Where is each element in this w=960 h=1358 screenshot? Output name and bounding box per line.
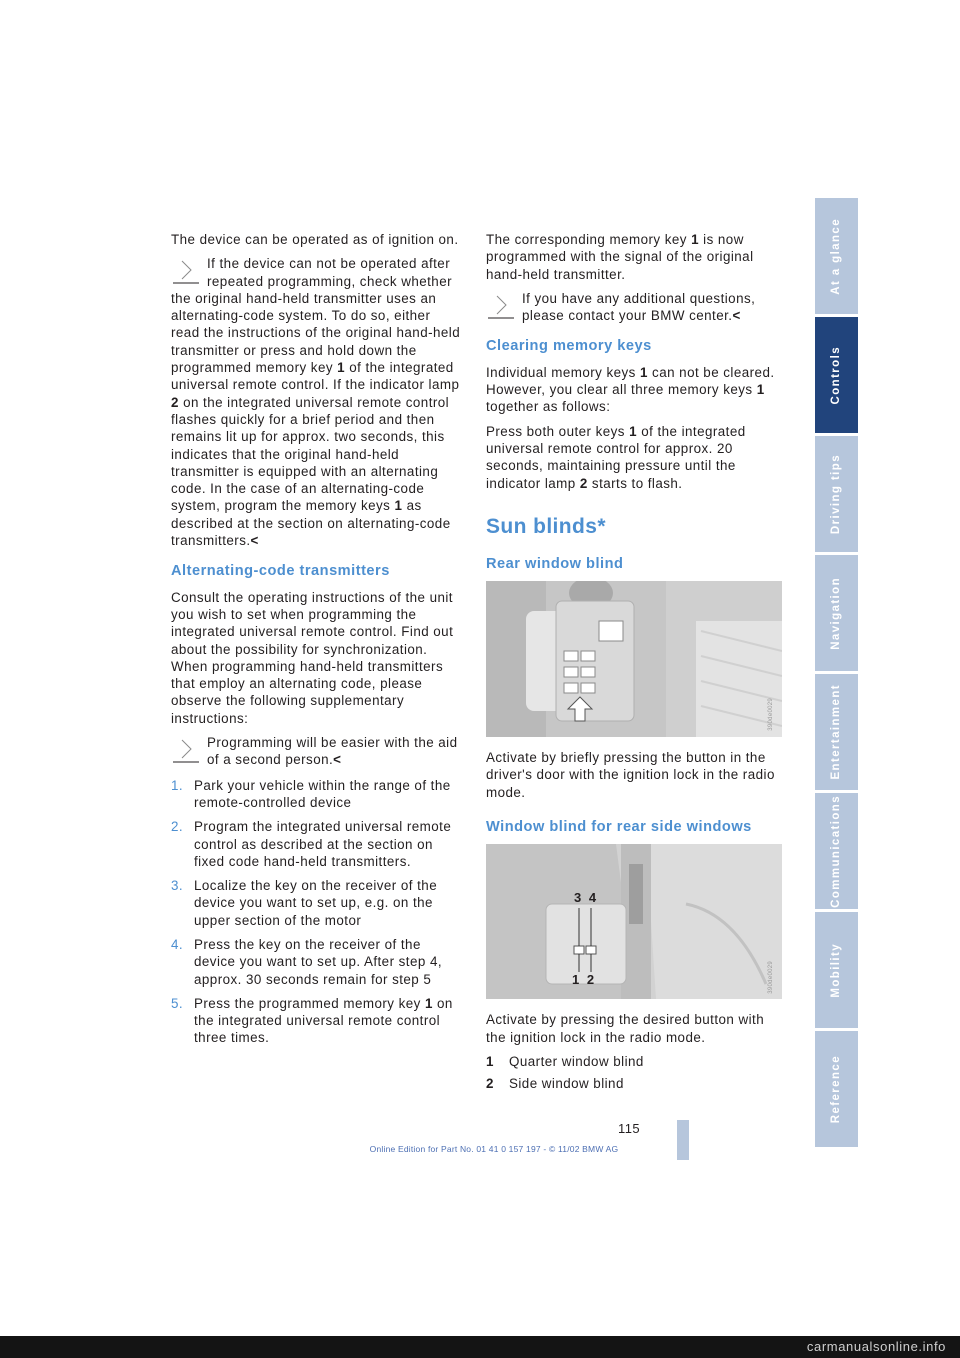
callout-labels-bottom: 1 2 [572, 972, 597, 988]
note-block-second-person [171, 734, 463, 769]
note3-end-marker: < [732, 308, 741, 324]
tab-entertainment[interactable] [815, 674, 858, 790]
step-key: 1 [424, 995, 433, 1011]
step-text-post: on the integrated universal remote control three times. [194, 995, 453, 1046]
text-segment: Press both outer keys [486, 423, 630, 439]
legend-text: Side window blind [509, 1076, 624, 1092]
note-triangle-icon [171, 258, 201, 284]
note3-body: If you have any additional questions, please contact your BMW center. [522, 290, 756, 324]
paragraph-press-outer-keys [486, 423, 778, 492]
right-column [486, 231, 778, 1098]
left-column [171, 231, 463, 1054]
tab-label: Controls [829, 345, 842, 405]
step-number: 2. [171, 819, 184, 835]
list-item [171, 877, 463, 929]
step-number: 3. [171, 878, 184, 894]
heading-alternating-code: Alternating-code transmitters [171, 563, 390, 580]
note2-body: Programming will be easier with the aid of a second person. [207, 735, 458, 768]
step-text: Park your vehicle within the range of the remote-controlled device [194, 777, 451, 810]
tab-mobility[interactable] [815, 912, 858, 1028]
tab-label: Driving tips [829, 453, 842, 535]
legend-text: Quarter window blind [509, 1053, 644, 1069]
text-segment: of the integrated universal remote control for approx. 20 seconds, maintaining pressure until the indicator lamp [486, 423, 746, 491]
note-triangle-icon [171, 737, 201, 763]
key-number: 1 [629, 423, 638, 439]
tab-navigation[interactable] [815, 555, 858, 671]
paragraph-activate-rear: Activate by briefly pressing the button in the driver's door with the ignition lock in the radio mode. [486, 750, 775, 800]
note2-text [171, 734, 463, 769]
page-number: 115 [618, 1121, 641, 1136]
tab-communications[interactable] [815, 793, 858, 909]
legend-number: 1 [486, 1053, 494, 1069]
photo-side-window-buttons [486, 844, 782, 999]
text-segment: Individual memory keys [486, 364, 640, 380]
tab-label: Entertainment [829, 684, 842, 780]
note1-key-1: 1 [337, 360, 346, 376]
tab-at-a-glance[interactable] [815, 198, 858, 314]
note1-key-3: 1 [394, 498, 403, 514]
list-item [486, 1075, 778, 1092]
note1-pre: check whether the original hand-held transmitter uses an alternating-code system. To do so, either read the instructions of the original hand-held transmitter or press and hold down the programmed memory key [171, 273, 461, 376]
list-item [171, 777, 463, 812]
list-item [171, 936, 463, 988]
note2-end-marker: < [333, 752, 342, 768]
tab-reference[interactable] [815, 1031, 858, 1147]
text-segment: together as follows: [486, 399, 611, 415]
text-segment: starts to flash. [587, 475, 683, 491]
list-item [486, 1053, 778, 1070]
key-number: 2 [579, 475, 588, 491]
note-triangle-icon [486, 293, 516, 319]
key-number: 1 [691, 232, 699, 247]
paragraph-activate-side: Activate by pressing the desired button with the ignition lock in the radio mode. [486, 1012, 765, 1045]
watermark-bar: carmanualsonline.info [0, 1336, 960, 1358]
tab-label: At a glance [829, 217, 842, 295]
heading-sun-blinds: Sun blinds* [486, 514, 606, 538]
note3-text [486, 290, 778, 325]
list-item [171, 818, 463, 870]
note1-post: as described at the section on alternating-code transmitters. [171, 498, 451, 549]
text-segment: The corresponding memory key [486, 232, 692, 247]
text-segment: is now programmed with the signal of the original hand-held transmitter. [486, 232, 754, 282]
paragraph-consult-a: Consult the operating instructions of the unit you wish to set when programming the integrated universal remote control. Find out about the possibility for synchronization. [171, 589, 454, 657]
note1-key-2: 2 [171, 394, 179, 410]
tab-label: Mobility [829, 942, 842, 998]
step-text: Localize the key on the receiver of the device you want to set up, e.g. on the upper section of the motor [194, 878, 438, 928]
heading-side-window-blind: Window blind for rear side windows [486, 819, 752, 836]
heading-clearing-memory-keys: Clearing memory keys [486, 338, 652, 355]
paragraph-consult-b: When programming hand-held transmitters that employ an alternating code, please observe the following supplementary instructions: [171, 658, 444, 726]
text-segment: can not be cleared. However, you clear all three memory keys [486, 364, 775, 398]
intro-paragraph: The device can be operated as of ignition on. [171, 232, 459, 247]
heading-rear-window-blind: Rear window blind [486, 555, 624, 572]
legend-number: 2 [486, 1076, 494, 1092]
paragraph-clear-individual [486, 364, 778, 416]
photo-code: 390de0029 [767, 960, 774, 994]
chapter-tabs [815, 198, 858, 1150]
paragraph-memory-programmed [486, 231, 778, 283]
list-item [171, 995, 463, 1047]
key-number: 1 [639, 364, 648, 380]
photo-rear-window-button [486, 581, 782, 737]
note1-end-marker: < [250, 533, 259, 549]
step-number: 5. [171, 995, 184, 1011]
note-block-bmw-center [486, 290, 778, 325]
key-number: 1 [756, 382, 765, 398]
note1-mid2: on the integrated universal remote control flashes quickly for a brief period and then remains lit up for approx. two seconds, this indicates that the original hand-held transmitter is equipped with an alternating code. In the case of an alternating-code system, program the memory keys [171, 394, 450, 514]
footer-edition-note: Online Edition for Part No. 01 41 0 157 197 - © 11/02 BMW AG [369, 1144, 619, 1154]
step-text: Press the key on the receiver of the device you want to set up. After step 4, approx. 30 seconds remain for step 5 [194, 936, 443, 987]
callout-legend [486, 1053, 778, 1093]
photo-code: 390de0029 [767, 698, 774, 732]
note1-lead: If the device can not be operated after repeated programming, [207, 256, 451, 289]
step-text: Program the integrated universal remote control as described at the section on fixed code hand-held transmitters. [194, 819, 452, 869]
note1-mid1: of the integrated universal remote control. If the indicator lamp [171, 360, 460, 393]
step-number: 4. [171, 936, 184, 952]
note-block-repeat-programming [171, 255, 463, 549]
callout-labels-top: 3 4 [574, 890, 599, 906]
step-text-pre: Press the programmed memory key [194, 995, 425, 1011]
tab-label: Navigation [829, 576, 842, 650]
tab-driving-tips[interactable] [815, 436, 858, 552]
tab-label: Reference [829, 1054, 842, 1124]
paragraph-consult [171, 589, 463, 727]
programming-steps [171, 777, 463, 1047]
tab-label: Communications [829, 794, 842, 908]
step-number: 1. [171, 777, 184, 793]
tab-controls[interactable] [815, 317, 858, 433]
